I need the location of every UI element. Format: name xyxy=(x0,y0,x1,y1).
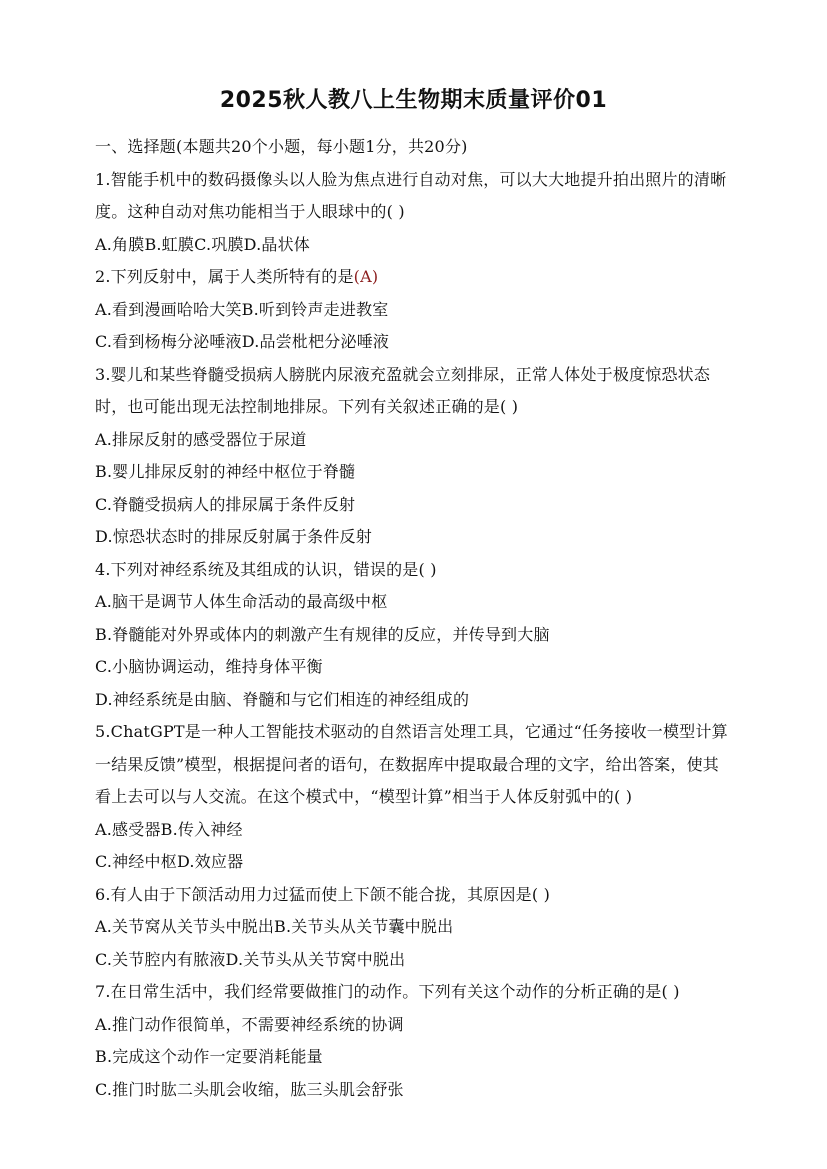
question-options: C.关节腔内有脓液D.关节头从关节窝中脱出 xyxy=(95,949,406,969)
option-a: A.脑干是调节人体生命活动的最高级中枢 xyxy=(95,592,388,611)
option-a: A.排尿反射的感受器位于尿道 xyxy=(95,429,307,449)
handwritten-answer: (A) xyxy=(353,267,379,286)
option-d: D.惊恐状态时的排尿反射属于条件反射 xyxy=(95,527,372,546)
question-options: A.看到漫画哈哈大笑B.听到铃声走进教室 xyxy=(95,299,389,319)
question-options: A.角膜B.虹膜C.巩膜D.晶状体 xyxy=(95,234,310,254)
document-title: 2025秋人教八上生物期末质量评价01 xyxy=(219,88,608,113)
question-6 xyxy=(95,879,735,977)
option-c: C.脊髓受损病人的排尿属于条件反射 xyxy=(95,494,356,514)
question-4 xyxy=(95,554,735,717)
question-stem: 5.ChatGPT是一种人工智能技术驱动的自然语言处理工具，它通过“任务接收一模型计算一结果反馈”模型，根据提问者的语句，在数据库中提取最合理的文字，给出答案，使其看上去可以与人交流。在这个模式中，“模型计算”相当于人体反射弧中的( ) xyxy=(95,722,728,806)
question-stem: 1.智能手机中的数码摄像头以人脸为焦点进行自动对焦，可以大大地提升拍出照片的清晰度。这种自动对焦功能相当于人眼球中的( ) xyxy=(95,169,727,221)
question-3 xyxy=(95,359,735,554)
question-2 xyxy=(95,261,735,359)
question-stem: 3.婴儿和某些脊髓受损病人膀胱内尿液充盈就会立刻排尿，正常人体处于极度惊恐状态时，也可能出现无法控制地排尿。下列有关叙述正确的是( ) xyxy=(95,364,711,416)
question-stem: 2.下列反射中，属于人类所特有的是 xyxy=(95,267,354,286)
question-options: C.神经中枢D.效应器 xyxy=(95,852,244,871)
question-stem: 6.有人由于下颌活动用力过猛而使上下颌不能合拢，其原因是( ) xyxy=(95,884,551,904)
option-b: B.婴儿排尿反射的神经中枢位于脊髓 xyxy=(95,462,356,481)
option-b: B.完成这个动作一定要消耗能量 xyxy=(95,1047,323,1066)
question-5 xyxy=(95,716,735,879)
question-options: A.感受器B.传入神经 xyxy=(95,819,243,839)
question-options: C.看到杨梅分泌唾液D.品尝枇杷分泌唾液 xyxy=(95,332,390,351)
option-a: A.推门动作很简单，不需要神经系统的协调 xyxy=(95,1014,404,1034)
question-7 xyxy=(95,976,735,1106)
question-stem: 4.下列对神经系统及其组成的认识，错误的是( ) xyxy=(95,559,437,579)
question-1 xyxy=(95,164,735,262)
question-stem: 7.在日常生活中，我们经常要做推门的动作。下列有关这个动作的分析正确的是( ) xyxy=(95,982,680,1001)
question-options: A.关节窝从关节头中脱出B.关节头从关节囊中脱出 xyxy=(95,917,454,936)
option-b: B.脊髓能对外界或体内的刺激产生有规律的反应，并传导到大脑 xyxy=(95,624,550,644)
option-c: C.小脑协调运动，维持身体平衡 xyxy=(95,657,323,676)
option-d: D.神经系统是由脑、脊髓和与它们相连的神经组成的 xyxy=(95,689,470,709)
question-stem-line xyxy=(95,261,735,294)
question-list xyxy=(95,131,735,1106)
section-heading: 一、选择题(本题共20个小题，每小题1分，共20分) xyxy=(95,137,468,156)
option-c: C.推门时肱二头肌会收缩，肱三头肌会舒张 xyxy=(95,1079,404,1099)
